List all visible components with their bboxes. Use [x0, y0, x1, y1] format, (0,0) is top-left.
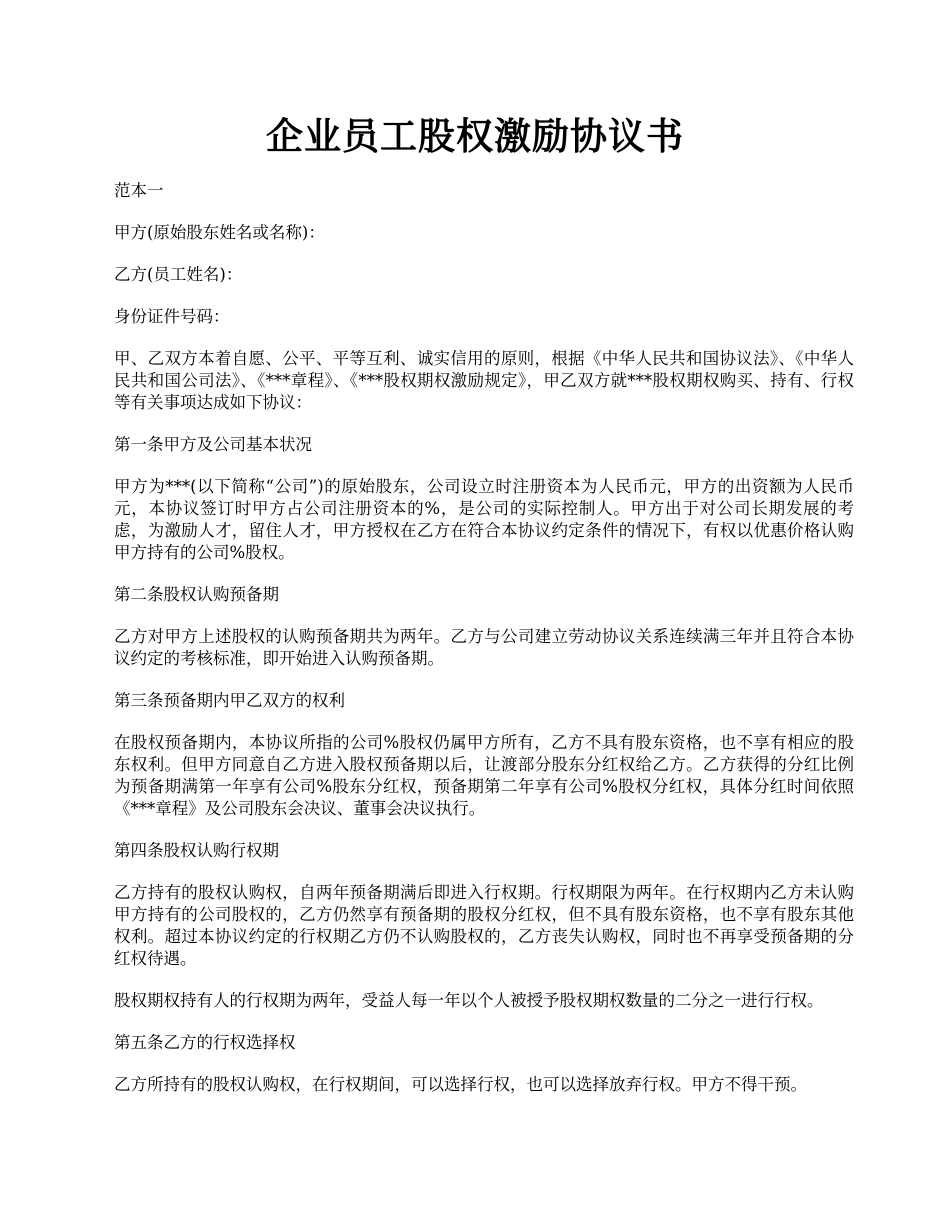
article-3-heading: 第三条预备期内甲乙双方的权利 — [114, 691, 345, 710]
paragraph-id-number: 身份证件号码： — [114, 307, 230, 326]
article-4-body-2: 股权期权持有人的行权期为两年，受益人每一年以个人被授予股权期权数量的二分之一进行行权。 — [114, 991, 824, 1010]
paragraph-party-b: 乙方(员工姓名)： — [114, 265, 243, 284]
article-2-heading: 第二条股权认购预备期 — [114, 585, 279, 604]
paragraph-party-a: 甲方(原始股东姓名或名称)： — [114, 223, 325, 242]
document-body — [114, 180, 854, 1116]
article-5-body: 乙方所持有的股权认购权，在行权期间，可以选择行权，也可以选择放弃行权。甲方不得干预。 — [114, 1075, 807, 1094]
paragraph-template-label: 范本一 — [114, 181, 164, 200]
article-3-body: 在股权预备期内，本协议所指的公司%股权仍属甲方所有，乙方不具有股东资格，也不享有相应的股东权利。但甲方同意自乙方进入股权预备期以后，让渡部分股东分红权给乙方。乙方获得的分红比例为预备期满第一年享有公司%股东分红权，预备期第二年享有公司%股权分红权，具体分红时间依照《***章程》及公司股东会决议、董事会决议执行。 — [114, 733, 854, 818]
article-4-body: 乙方持有的股权认购权，自两年预备期满后即进入行权期。行权期限为两年。在行权期内乙方未认购甲方持有的公司股权的，乙方仍然享有预备期的股权分红权，但不具有股东资格，也不享有股东其他权利。超过本协议约定的行权期乙方仍不认购股权的，乙方丧失认购权，同时也不再享受预备期的分红权待遇。 — [114, 883, 854, 968]
paragraph-preamble: 甲、乙双方本着自愿、公平、平等互利、诚实信用的原则，根据《中华人民共和国协议法》、《中华人民共和国公司法》、《***章程》、《***股权期权激励规定》，甲乙双方就***股权期权购买、持有、行权等有关事项达成如下协议： — [114, 349, 854, 412]
article-4-heading: 第四条股权认购行权期 — [114, 841, 279, 860]
article-2-body: 乙方对甲方上述股权的认购预备期共为两年。乙方与公司建立劳动协议关系连续满三年并且符合本协议约定的考核标准，即开始进入认购预备期。 — [114, 627, 854, 668]
article-5-heading: 第五条乙方的行权选择权 — [114, 1033, 296, 1052]
article-1-heading: 第一条甲方及公司基本状况 — [114, 435, 312, 454]
document-title: 企业员工股权激励协议书 — [266, 114, 684, 158]
article-1-body: 甲方为***(以下简称“公司”)的原始股东，公司设立时注册资本为人民币元，甲方的出资额为人民币元，本协议签订时甲方占公司注册资本的%，是公司的实际控制人。甲方出于对公司长期发展的考虑，为激励人才，留住人才，甲方授权在乙方在符合本协议约定条件的情况下，有权以优惠价格认购甲方持有的公司%股权。 — [114, 477, 854, 562]
